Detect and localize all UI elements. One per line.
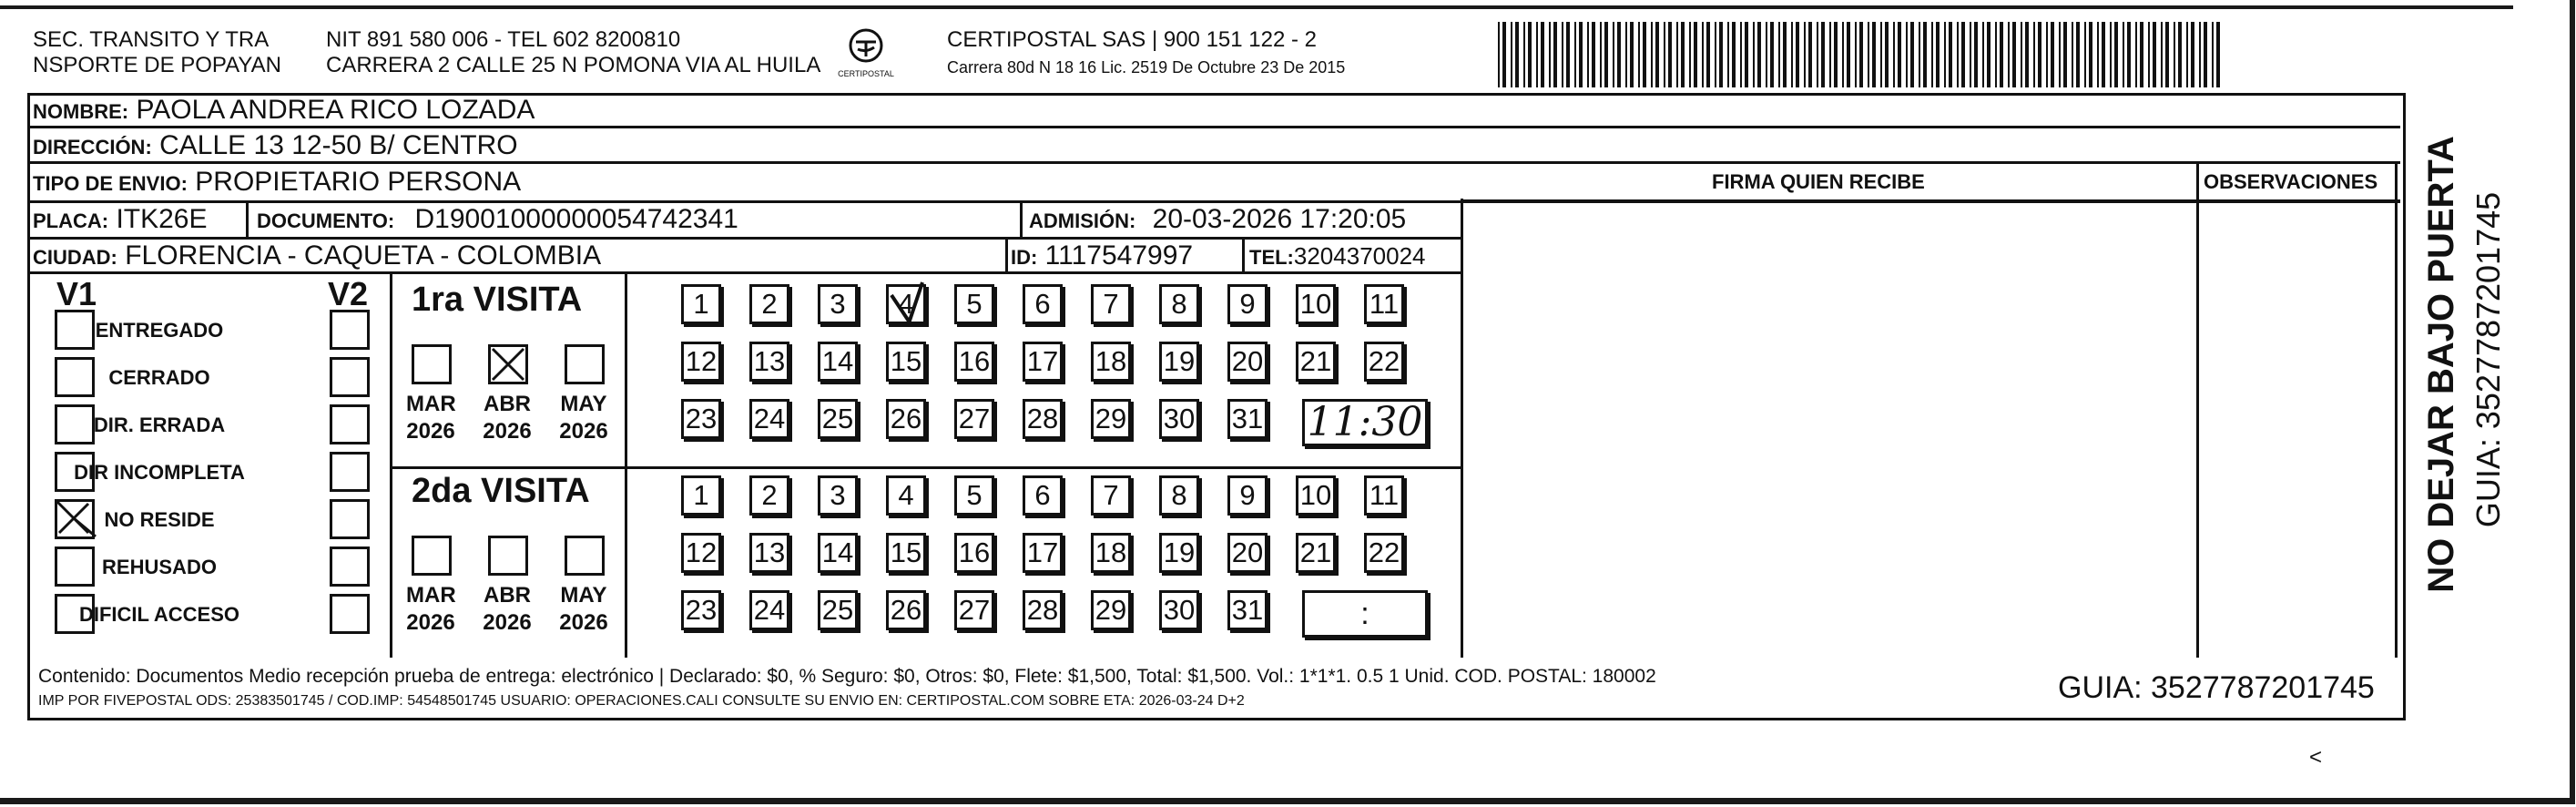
day-check-mark [882,279,930,334]
barcode-bar [1536,22,1538,87]
day-box[interactable]: 8 [1159,475,1199,516]
barcode-bar [2038,22,2041,87]
day-box[interactable]: 9 [1227,284,1268,324]
admision-value: 20-03-2026 17:20:05 [1152,204,1407,234]
day-box[interactable]: 17 [1023,342,1063,382]
barcode-bar [1668,22,1672,87]
barcode-bar [1600,22,1602,87]
day-box[interactable]: 28 [1023,590,1063,630]
day-box[interactable]: 26 [886,399,926,439]
day-box[interactable]: 15 [886,533,926,573]
barcode-bar [1498,22,1500,87]
direccion-label: DIRECCIÓN: [33,136,152,158]
barcode-bar [1753,22,1755,87]
barcode-bar [2186,22,2188,87]
barcode-bar [1719,22,1723,87]
tel-label: TEL: [1249,246,1294,269]
barcode-bar [1804,22,1806,87]
barcode-bar [2127,22,2131,87]
day-box[interactable]: 7 [1091,284,1131,324]
barcode-bar [1694,22,1697,87]
barcode-bar [1778,22,1780,87]
day-box[interactable]: 8 [1159,284,1199,324]
day-box[interactable]: 13 [749,533,789,573]
barcode-bar [1829,22,1831,87]
barcode-bar [1931,22,1933,87]
stray-mark: ˂ [2309,745,2323,770]
barcode-bar [2051,22,2054,87]
barcode-bar [1676,22,1678,87]
day-box[interactable]: 16 [954,533,994,573]
day-box[interactable]: 11 [1364,475,1404,516]
day-box[interactable]: 12 [681,342,721,382]
barcode [1498,22,2226,87]
status-label: REHUSADO [102,556,217,578]
address-line: CARRERA 2 CALLE 25 N POMONA VIA AL HUILA [326,53,821,77]
barcode-bar [1553,22,1557,87]
day-box[interactable]: 18 [1091,342,1131,382]
tipo-value: PROPIETARIO PERSONA [195,167,522,197]
barcode-bar [2114,22,2118,87]
side-guia: GUIA: 3527787201745 [2469,191,2507,528]
day-box[interactable]: 16 [954,342,994,382]
day-box[interactable]: 31 [1227,399,1268,439]
status-label: DIR. ERRADA [93,414,226,436]
barcode-bar [1604,22,1608,87]
barcode-bar [1834,22,1838,87]
ciudad-label: CIUDAD: [33,246,117,269]
barcode-bar [1617,22,1621,87]
month-label: MAR [406,583,456,608]
barcode-bar [2140,22,2143,87]
nombre-value: PAOLA ANDREA RICO LOZADA [136,95,535,125]
footer-line-2: IMP POR FIVEPOSTAL ODS: 25383501745 / COD.IMP: 54548501745 USUARIO: OPERACIONES.CALI CONSULTE SU ENVIO EN: CERTIPOSTAL.COM SOBRE ETA: 2026-03-24 D+2 [38,693,1245,709]
day-box[interactable]: 2 [749,284,789,324]
barcode-bar [1995,22,1997,87]
documento-value: D19001000000054742341 [414,204,738,234]
day-box[interactable]: 30 [1159,399,1199,439]
month-checkbox[interactable] [412,536,452,576]
side-warning: NO DEJAR BAJO PUERTA [2421,136,2461,593]
day-box[interactable]: 14 [818,533,858,573]
courier-name: CERTIPOSTAL SAS | 900 151 122 - 2 [947,27,1317,52]
month-year: 2026 [483,610,532,635]
barcode-bar [1923,22,1927,87]
month-checkbox[interactable] [412,344,452,384]
tipo-row [33,167,521,198]
day-box[interactable]: 29 [1091,399,1131,439]
day-box[interactable]: 25 [818,590,858,630]
day-box[interactable]: 22 [1364,342,1404,382]
v2-checkbox[interactable] [330,357,370,397]
month-year: 2026 [483,419,532,444]
barcode-bar [1625,22,1627,87]
barcode-bar [1855,22,1857,87]
day-box[interactable]: 5 [954,284,994,324]
firma-header: FIRMA QUIEN RECIBE [1712,170,1925,193]
day-box[interactable]: 23 [681,590,721,630]
status-label: DIR INCOMPLETA [74,461,245,484]
placa-label: PLACA: [33,209,109,232]
barcode-bar [1987,22,1991,87]
day-box[interactable]: 27 [954,590,994,630]
v2-checkbox[interactable] [330,499,370,539]
day-box[interactable]: 3 [818,475,858,516]
barcode-bar [1638,22,1640,87]
observaciones-header: OBSERVACIONES [2204,170,2378,193]
barcode-bar [1919,22,1920,87]
month-checkbox[interactable] [565,344,605,384]
month-checkbox[interactable] [488,344,528,384]
barcode-bar [1842,22,1844,87]
visit-1-title: 1ra VISITA [412,281,583,319]
v2-checkbox[interactable] [330,547,370,587]
day-box[interactable]: 30 [1159,590,1199,630]
month-label: ABR [484,583,531,608]
barcode-bar [1982,22,1984,87]
status-label: DIFICIL ACCESO [78,603,239,626]
day-box[interactable]: 13 [749,342,789,382]
footer-guia: GUIA: 3527787201745 [2058,670,2375,705]
barcode-bar [2216,22,2220,87]
barcode-bar [1821,22,1825,87]
day-box[interactable]: 10 [1296,284,1336,324]
barcode-bar [1791,22,1793,87]
day-box[interactable]: 6 [1023,284,1063,324]
barcode-bar [2135,22,2137,87]
id-label: ID: [1011,246,1038,269]
barcode-bar [1549,22,1551,87]
id-value: 1117547997 [1044,240,1194,271]
barcode-bar [2097,22,2099,87]
barcode-bar [1566,22,1570,87]
barcode-bar [1808,22,1812,87]
barcode-bar [1944,22,1946,87]
barcode-bar [2212,22,2214,87]
day-box[interactable]: 2 [749,475,789,516]
tel-row [1249,242,1426,271]
sender-contact [326,27,820,78]
barcode-bar [1880,22,1882,87]
barcode-bar [2072,22,2073,87]
day-box[interactable]: 17 [1023,533,1063,573]
day-box[interactable]: 18 [1091,533,1131,573]
barcode-bar [1613,22,1614,87]
barcode-bar [1528,22,1532,87]
barcode-bar [2199,22,2201,87]
barcode-bar [1817,22,1818,87]
barcode-bar [1587,22,1589,87]
ciudad-row [33,240,601,271]
barcode-bar [2204,22,2207,87]
barcode-bar [1655,22,1659,87]
barcode-bar [1898,22,1901,87]
barcode-bar [1949,22,1952,87]
day-box[interactable]: 4 [886,475,926,516]
barcode-bar [1592,22,1595,87]
barcode-bar [1970,22,1971,87]
day-box[interactable]: 5 [954,475,994,516]
day-box[interactable]: 10 [1296,475,1336,516]
barcode-bar [1770,22,1774,87]
documento-row [257,204,738,235]
day-box[interactable]: 21 [1296,533,1336,573]
barcode-bar [1630,22,1634,87]
day-box[interactable]: 27 [954,399,994,439]
month-year: 2026 [559,610,608,635]
barcode-bar [2059,22,2061,87]
barcode-bar [1732,22,1736,87]
day-box[interactable]: 4 [886,284,926,324]
day-box[interactable]: 23 [681,399,721,439]
barcode-bar [1651,22,1653,87]
tel-value: 3204370024 [1293,242,1426,270]
barcode-bar [1727,22,1729,87]
barcode-bar [1511,22,1512,87]
barcode-bar [2000,22,2003,87]
barcode-bar [2063,22,2067,87]
tipo-label: TIPO DE ENVIO: [33,172,188,195]
day-box[interactable]: 1 [681,284,721,324]
day-box[interactable]: 20 [1227,533,1268,573]
barcode-bar [1936,22,1940,87]
month-checkbox[interactable] [488,536,528,576]
barcode-bar [2076,22,2080,87]
month-label: ABR [484,392,531,416]
barcode-bar [2102,22,2105,87]
barcode-bar [2174,22,2175,87]
barcode-bar [1783,22,1787,87]
day-box[interactable]: 25 [818,399,858,439]
barcode-bar [2008,22,2010,87]
barcode-bar [1859,22,1863,87]
barcode-bar [2148,22,2150,87]
day-box[interactable]: 28 [1023,399,1063,439]
barcode-bar [1574,22,1576,87]
time-field[interactable]: : [1302,590,1428,638]
barcode-bar [1872,22,1876,87]
barcode-bar [1910,22,1914,87]
day-box[interactable]: 11 [1364,284,1404,324]
courier-license: Carrera 80d N 18 16 Lic. 2519 De Octubre 23 De 2015 [947,58,1346,77]
barcode-bar [1796,22,1799,87]
barcode-bar [1523,22,1525,87]
barcode-bar [1766,22,1767,87]
day-box[interactable]: 24 [749,399,789,439]
day-box[interactable]: 29 [1091,590,1131,630]
footer-line-1: Contenido: Documentos Medio recepción prueba de entrega: electrónico | Declarado: $0, % Seguro: $0, Otros: $0, Flete: $1,500, Total: $1,500. Vol.: 1*1*1. 0.5 1 Unid. COD. POSTAL: 180002 [38,666,1656,687]
v2-checkbox[interactable] [330,452,370,492]
day-box[interactable]: 7 [1091,475,1131,516]
placa-value: ITK26E [116,204,208,234]
documento-label: DOCUMENTO: [257,209,395,232]
barcode-bar [1643,22,1646,87]
admision-row [1029,204,1406,235]
barcode-bar [1562,22,1563,87]
barcode-bar [1664,22,1665,87]
month-label: MAR [406,392,456,416]
month-year: 2026 [559,419,608,444]
barcode-bar [1740,22,1742,87]
ciudad-value: FLORENCIA - CAQUETA - COLOMBIA [125,240,602,271]
barcode-bar [1502,22,1506,87]
barcode-bar [2089,22,2092,87]
barcode-bar [1579,22,1583,87]
barcode-bar [2110,22,2112,87]
status-label: NO RESIDE [104,508,215,531]
admision-label: ADMISIÓN: [1029,209,1136,232]
barcode-bar [2033,22,2035,87]
time-field[interactable]: 11:30 [1302,399,1428,446]
certipostal-logo [834,26,898,84]
id-row [1011,240,1193,271]
day-box[interactable]: 1 [681,475,721,516]
status-label: CERRADO [108,366,210,389]
barcode-bar [1961,22,1965,87]
v1-header: V1 [56,275,97,312]
sender-line-1: SEC. TRANSITO Y TRA [33,27,270,52]
barcode-bar [1541,22,1544,87]
day-box[interactable]: 9 [1227,475,1268,516]
barcode-bar [2153,22,2156,87]
status-label: ENTREGADO [95,319,224,342]
day-box[interactable]: 24 [749,590,789,630]
v2-checkbox[interactable] [330,310,370,350]
svg-text:CERTIPOSTAL: CERTIPOSTAL [838,69,894,78]
barcode-bar [2123,22,2124,87]
month-label: MAY [560,392,607,416]
nit-line: NIT 891 580 006 - TEL 602 8200810 [326,27,681,52]
barcode-bar [1868,22,1869,87]
barcode-bar [1745,22,1748,87]
visit-2-title: 2da VISITA [412,472,590,510]
day-box[interactable]: 26 [886,590,926,630]
sender-block [33,27,281,78]
day-box[interactable]: 31 [1227,590,1268,630]
month-checkbox[interactable] [565,536,605,576]
day-box[interactable]: 12 [681,533,721,573]
sender-line-2: NSPORTE DE POPAYAN [33,53,281,77]
barcode-bar [1885,22,1889,87]
month-year: 2026 [406,419,455,444]
nombre-label: NOMBRE: [33,100,129,123]
placa-row [33,204,208,235]
day-box[interactable]: 19 [1159,533,1199,573]
barcode-bar [1702,22,1704,87]
barcode-bar [2084,22,2086,87]
month-year: 2026 [406,610,455,635]
barcode-bar [1757,22,1761,87]
v2-checkbox[interactable] [330,404,370,444]
v2-checkbox[interactable] [330,594,370,634]
barcode-bar [1689,22,1691,87]
barcode-bar [1847,22,1850,87]
barcode-bar [1515,22,1519,87]
direccion-row [33,130,518,161]
barcode-bar [1906,22,1908,87]
month-label: MAY [560,583,607,608]
barcode-bar [1706,22,1710,87]
barcode-bar [1957,22,1959,87]
barcode-bar [2012,22,2016,87]
day-box[interactable]: 21 [1296,342,1336,382]
barcode-bar [2021,22,2022,87]
day-box[interactable]: 22 [1364,533,1404,573]
barcode-bar [1715,22,1716,87]
day-box[interactable]: 19 [1159,342,1199,382]
nombre-row [33,95,535,126]
barcode-bar [2025,22,2029,87]
barcode-bar [2178,22,2182,87]
barcode-bar [2161,22,2163,87]
v2-header: V2 [328,275,369,312]
day-box[interactable]: 20 [1227,342,1268,382]
day-box[interactable]: 14 [818,342,858,382]
day-box[interactable]: 3 [818,284,858,324]
direccion-value: CALLE 13 12-50 B/ CENTRO [159,130,518,160]
day-box[interactable]: 6 [1023,475,1063,516]
barcode-bar [2046,22,2048,87]
barcode-bar [1893,22,1895,87]
barcode-bar [2191,22,2194,87]
day-box[interactable]: 15 [886,342,926,382]
barcode-bar [2165,22,2169,87]
barcode-bar [1681,22,1685,87]
barcode-bar [1974,22,1978,87]
